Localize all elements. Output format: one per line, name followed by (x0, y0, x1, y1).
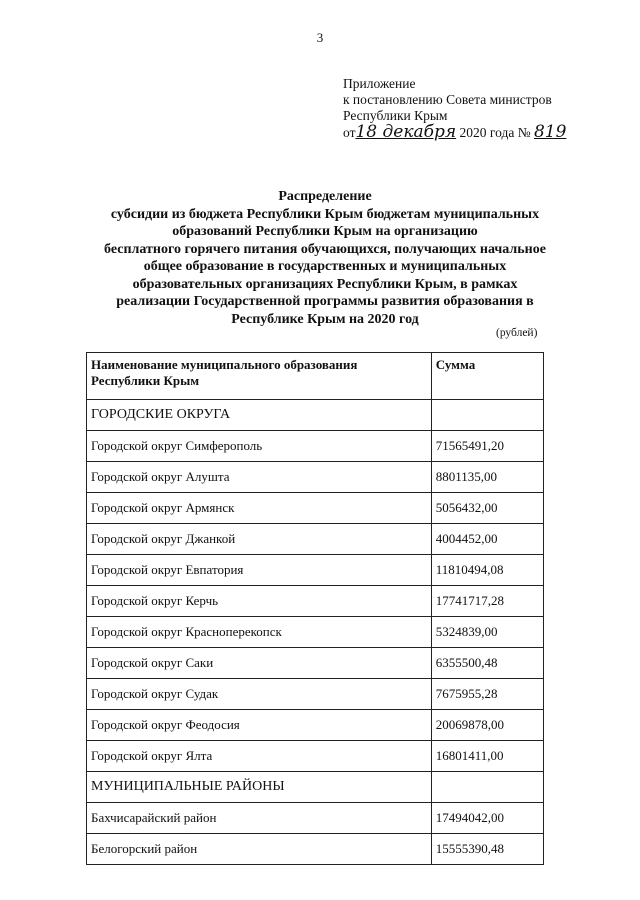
section-row (87, 772, 544, 803)
date-prefix: от (343, 125, 356, 140)
row-sum: 6355500,48 (431, 648, 543, 679)
page-number: 3 (316, 30, 324, 45)
row-sum: 16801411,00 (431, 741, 543, 772)
row-sum: 7675955,28 (431, 679, 543, 710)
table-header-row (87, 353, 544, 400)
row-name: Городской округ Евпатория (87, 555, 432, 586)
row-sum: 4004452,00 (431, 524, 543, 555)
table-row (87, 617, 544, 648)
section-row (87, 400, 544, 431)
handwritten-date: 18 декабря (355, 122, 457, 142)
row-sum: 71565491,20 (431, 431, 543, 462)
row-name: ГОРОДСКИЕ ОКРУГА (87, 400, 432, 431)
table-row (87, 431, 544, 462)
row-sum (431, 400, 543, 431)
heading-line: реализации Государственной программы развития образования в (116, 294, 534, 309)
row-sum: 5056432,00 (431, 493, 543, 524)
heading-line: образований Республики Крым на организацию (172, 224, 478, 239)
heading-line: общее образование в государственных и муниципальных (143, 259, 507, 274)
row-name: Городской округ Феодосия (87, 710, 432, 741)
row-sum: 5324839,00 (431, 617, 543, 648)
row-name: Городской округ Саки (87, 648, 432, 679)
row-name: Бахчисарайский район (87, 803, 432, 834)
table-row (87, 710, 544, 741)
table-row (87, 586, 544, 617)
row-name: Городской округ Алушта (87, 462, 432, 493)
appendix-title: Приложение (343, 76, 416, 91)
distribution-table (86, 352, 544, 865)
row-sum: 17741717,28 (431, 586, 543, 617)
row-name: Городской округ Судак (87, 679, 432, 710)
row-sum: 20069878,00 (431, 710, 543, 741)
appendix-resolution: к постановлению Совета министров (343, 92, 552, 107)
appendix-block (343, 76, 566, 141)
row-sum: 11810494,08 (431, 555, 543, 586)
table-row (87, 834, 544, 865)
appendix-republic: Республики Крым (343, 108, 448, 123)
row-sum: 15555390,48 (431, 834, 543, 865)
handwritten-number: 819 (533, 122, 567, 142)
row-sum: 8801135,00 (431, 462, 543, 493)
row-name: Городской округ Армянск (87, 493, 432, 524)
row-name: Городской округ Керчь (87, 586, 432, 617)
table-row (87, 648, 544, 679)
currency-unit: (рублей) (496, 327, 538, 339)
row-sum: 17494042,00 (431, 803, 543, 834)
table-row (87, 493, 544, 524)
row-name: Городской округ Джанкой (87, 524, 432, 555)
heading-line: бесплатного горячего питания обучающихся, получающих начальное (104, 241, 546, 257)
table-row (87, 462, 544, 493)
header-sum: Сумма (431, 353, 543, 400)
heading-line: образовательных организациях Республики Крым, в рамках (132, 276, 518, 292)
row-name: Городской округ Симферополь (87, 431, 432, 462)
row-name: Городской округ Красноперекопск (87, 617, 432, 648)
row-name: МУНИЦИПАЛЬНЫЕ РАЙОНЫ (87, 772, 432, 803)
table-row (87, 679, 544, 710)
table-row (87, 524, 544, 555)
appendix-date-line (343, 124, 566, 141)
heading-line: субсидии из бюджета Республики Крым бюджетам муниципальных (110, 206, 540, 222)
date-suffix: 2020 года № (459, 125, 531, 140)
header-name: Наименование муниципального образования Республики Крым (87, 353, 432, 400)
heading-line: Республике Крым на 2020 год (231, 311, 419, 327)
table-row (87, 741, 544, 772)
table-row (87, 803, 544, 834)
row-name: Белогорский район (87, 834, 432, 865)
row-name: Городской округ Ялта (87, 741, 432, 772)
heading-line: Распределение (278, 189, 372, 204)
row-sum (431, 772, 543, 803)
document-heading (60, 188, 590, 328)
table-row (87, 555, 544, 586)
